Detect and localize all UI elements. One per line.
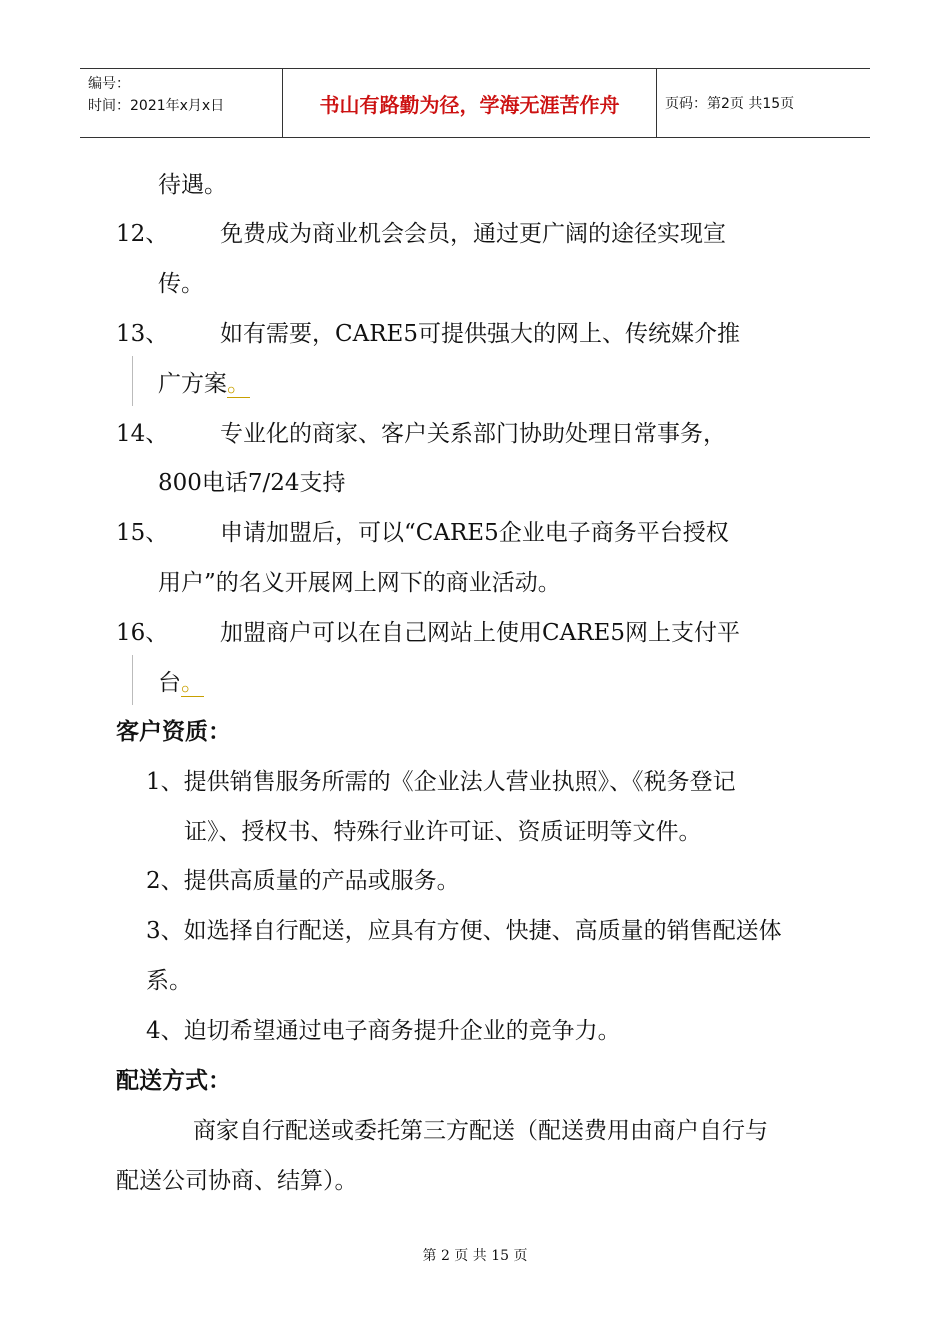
item-line: 用户”的名义开展网上网下的商业活动。	[158, 570, 561, 596]
header-meta	[80, 69, 282, 137]
qualification-line: 4、迫切希望通过电子商务提升企业的竞争力。	[146, 1018, 621, 1044]
section-heading-qualification: 客户资质：	[116, 719, 231, 745]
qualification-line: 3、如选择自行配送，应具有方便、快捷、高质量的销售配送体	[146, 918, 782, 944]
revision-mark: 。	[181, 670, 204, 696]
item-line: 台。	[158, 670, 204, 696]
item-line: 待遇。	[158, 172, 227, 198]
qualification-line: 证》、授权书、特殊行业许可证、资质证明等文件。	[184, 819, 702, 845]
item-line: 免费成为商业机会会员，通过更广阔的途径实现宣	[220, 221, 726, 247]
qualification-line: 系。	[146, 968, 192, 994]
change-bar	[132, 356, 133, 406]
header-page-info: 页码：第2页 共15页	[665, 96, 795, 112]
change-bar	[132, 655, 133, 705]
item-number: 12、	[116, 221, 169, 247]
header-time-label: 时间：2021年x月x日	[88, 98, 225, 114]
item-number: 13、	[116, 321, 169, 347]
delivery-line: 配送公司协商、结算）。	[116, 1168, 358, 1194]
qualification-line: 2、提供高质量的产品或服务。	[146, 868, 460, 894]
revision-mark: 。	[227, 371, 250, 397]
item-number: 15、	[116, 520, 169, 546]
header-number-label: 编号：	[88, 76, 130, 92]
section-heading-delivery: 配送方式：	[116, 1068, 231, 1094]
item-number: 16、	[116, 620, 169, 646]
item-line: 如有需要，CARE5可提供强大的网上、传统媒介推	[220, 321, 740, 347]
item-line: 加盟商户可以在自己网站上使用CARE5网上支付平	[220, 620, 740, 646]
item-line: 800电话7/24支持	[158, 470, 346, 496]
page-header	[80, 68, 870, 138]
item-number: 14、	[116, 421, 169, 447]
item-line: 传。	[158, 271, 204, 297]
page-footer: 第 2 页 共 15 页	[422, 1248, 528, 1264]
header-motto: 书山有路勤为径，学海无涯苦作舟	[282, 69, 657, 137]
item-line: 申请加盟后，可以“CARE5企业电子商务平台授权	[220, 520, 729, 546]
item-line: 广方案。	[158, 371, 250, 397]
delivery-line: 商家自行配送或委托第三方配送（配送费用由商户自行与	[193, 1118, 768, 1144]
item-line: 专业化的商家、客户关系部门协助处理日常事务，	[220, 421, 726, 447]
qualification-line: 1、提供销售服务所需的《企业法人营业执照》、《税务登记	[146, 769, 736, 795]
